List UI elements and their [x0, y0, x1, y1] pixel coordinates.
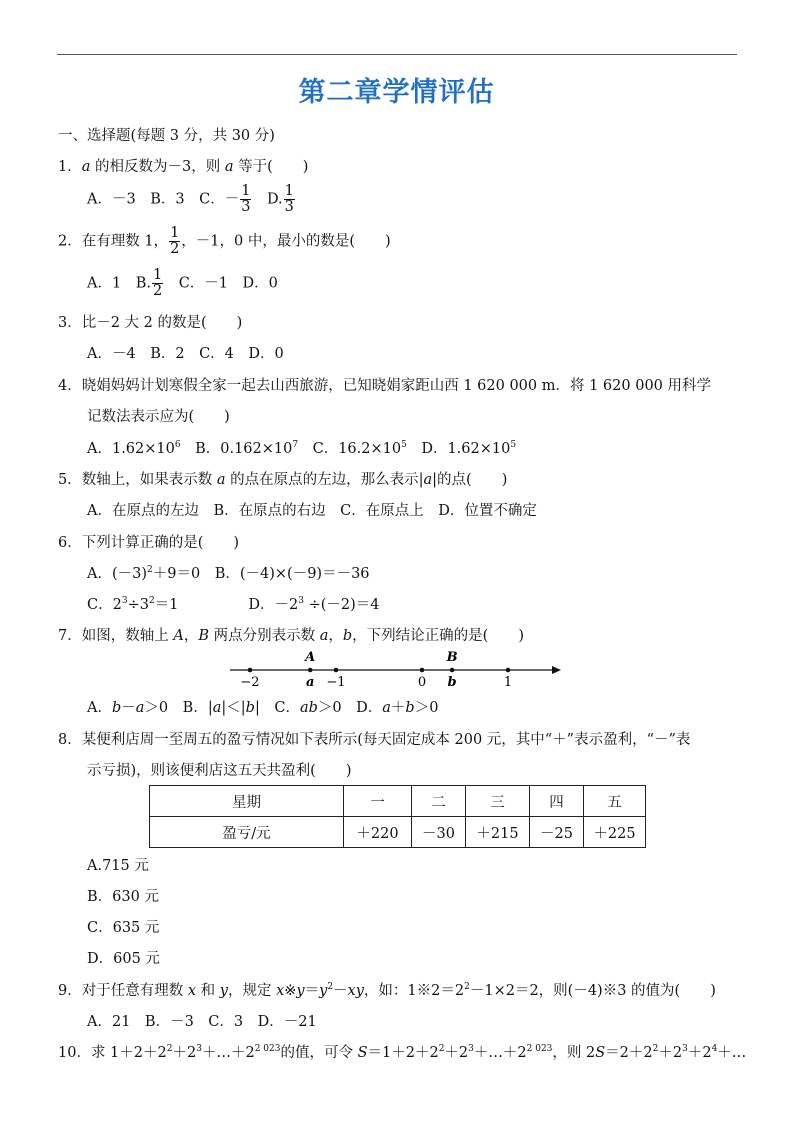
question-8-line-1: 8．某便利店周一至周五的盈亏情况如下表所示(每天固定成本 200 元，其中“＋”表示盈利，“－”表	[58, 732, 691, 748]
option-c: C．－	[199, 191, 240, 208]
table-cell: ＋220	[344, 817, 412, 848]
option-a: A．1	[87, 275, 122, 292]
table-cell: －25	[530, 817, 584, 848]
question-5: 5．数轴上，如果表示数 a 的点在原点的左边，那么表示|a|的点( )	[58, 472, 508, 488]
table-cell: 一	[344, 786, 412, 817]
question-3-options: A．－4 B．2 C．4 D．0	[87, 346, 284, 362]
tick-minus-2-dot	[248, 668, 253, 673]
question-3: 3．比－2 大 2 的数是( )	[58, 315, 243, 331]
option-c: C．－1	[178, 275, 229, 292]
tick-minus-2-label: −2	[240, 675, 260, 690]
table-cell: 星期	[150, 786, 344, 817]
question-1-options	[87, 184, 296, 215]
option-b: B．3	[150, 191, 185, 208]
option-d: D．0	[242, 275, 278, 292]
question-9-options: A．21 B．－3 C．3 D．－21	[87, 1014, 317, 1030]
header-rule	[57, 54, 737, 55]
question-6-options-ab: A．$(-3)^2+9=0$ B．(－4)×(－9)＝－36	[87, 565, 370, 582]
question-4-line-1: 4．晓娟妈妈计划寒假全家一起去山西旅游，已知晓娟家距山西 1 620 000 m．将 1 620 000 用科学	[58, 378, 711, 394]
question-5-options: A．在原点的左边 B．在原点的右边 C．在原点上 D．位置不确定	[87, 503, 537, 519]
question-2-options	[87, 268, 278, 299]
option-a: A.715 元	[87, 858, 149, 874]
question-7-options: A．b－a＞0 B．|a|＜|b| C．ab＞0 D．a＋b＞0	[87, 700, 439, 716]
table-cell: 二	[412, 786, 466, 817]
table-cell: 三	[466, 786, 530, 817]
point-a-dot	[308, 668, 313, 673]
point-b-dot	[450, 668, 455, 673]
question-4-options: A．$1.62\times 10^6$ B．$0.162\times 10^7$ C．$16.2\times 10^5$ D．$1.62\times 10^5$	[87, 440, 517, 457]
arrow-icon	[552, 666, 561, 674]
fraction: $\frac{1}{3}$	[241, 183, 251, 215]
section-heading: 一、选择题(每题 3 分，共 30 分)	[58, 128, 275, 144]
table-row	[150, 786, 646, 817]
table-cell: 盈亏/元	[150, 817, 344, 848]
tick-zero-dot	[420, 668, 425, 673]
question-10: 10．求 $1+2+2^2+2^3+\dots+2^{2 023}$的值，可令 $S=1+2+2^2+2^3+\dots+2^{2 023}$，则 $2S=2+2^2+2^3+2^4+\dots$	[58, 1044, 747, 1061]
point-b-upper-label: B	[446, 650, 458, 665]
tick-zero-label: 0	[417, 675, 427, 690]
tick-one-label: 1	[503, 675, 513, 690]
fraction: $\frac{1}{3}$	[284, 183, 294, 215]
table-cell: ＋215	[466, 817, 530, 848]
option-b: B.	[135, 275, 151, 292]
question-2: 2．在有理数 1， $\frac{1}{2}$ ，－1，0 中，最小的数是( )	[58, 225, 391, 257]
point-a-label: a	[305, 675, 315, 690]
option-a: A．－3	[87, 191, 136, 208]
table-cell: 五	[584, 786, 646, 817]
table-cell: 四	[530, 786, 584, 817]
option-b: B．630 元	[87, 889, 159, 905]
point-b-label: b	[447, 675, 457, 690]
option-c: C．635 元	[87, 920, 160, 936]
question-6: 6．下列计算正确的是( )	[58, 535, 240, 551]
profit-table	[149, 785, 646, 848]
tick-one-dot	[506, 668, 511, 673]
point-a-upper-label: A	[305, 650, 316, 665]
fraction: $\frac{1}{2}$	[152, 267, 163, 299]
question-9: 9．对于任意有理数 x 和 y，规定 $x※y=y^2-xy$，如：$1※2=2^2-1\times 2=2$，则(－4)※3 的值为( )	[58, 982, 716, 999]
option-d: D．605 元	[87, 951, 160, 967]
fraction: $\frac{1}{2}$	[170, 225, 180, 257]
question-4-line-2: 记数法表示应为( )	[87, 409, 230, 425]
question-8-line-2: 示亏损)，则该便利店这五天共盈利( )	[87, 763, 352, 779]
table-cell: －30	[412, 817, 466, 848]
tick-minus-1-label: −1	[326, 675, 346, 690]
question-6-options-cd: C．$2^3\div 3^2=1$ D．$-2^3 \div(-2)=4$	[87, 596, 380, 613]
question-7: 7．如图，数轴上 A，B 两点分别表示数 a，b，下列结论正确的是( )	[58, 628, 524, 644]
tick-minus-1-dot	[334, 668, 339, 673]
page-title: 第二章学情评估	[298, 77, 495, 108]
table-cell: ＋225	[584, 817, 646, 848]
option-d: D.	[266, 191, 283, 208]
number-line-figure	[230, 648, 565, 690]
table-row	[150, 817, 646, 848]
question-1: 1．a 的相反数为－3，则 a 等于( )	[58, 159, 309, 175]
